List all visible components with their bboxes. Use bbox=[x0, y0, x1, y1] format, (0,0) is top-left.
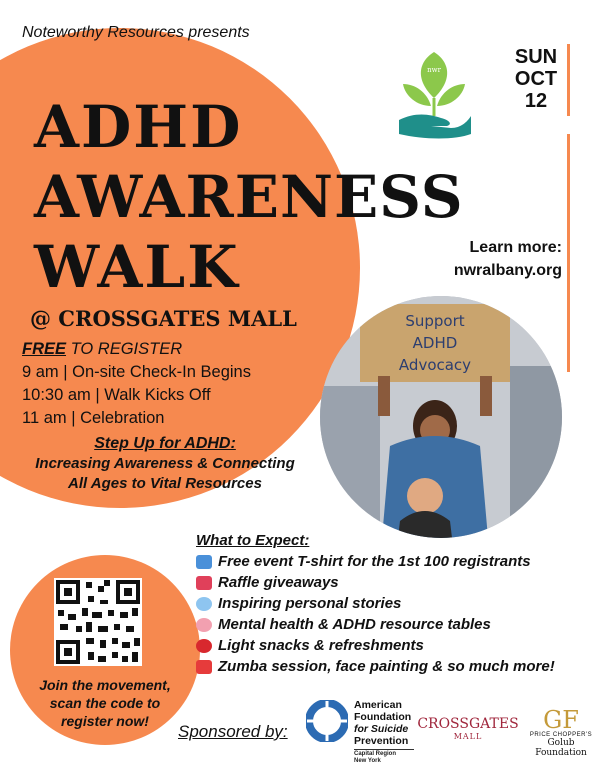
hand-icon bbox=[399, 115, 471, 139]
accent-bar-side bbox=[567, 134, 570, 372]
afsp-line: Prevention bbox=[354, 735, 409, 747]
list-item-text: Mental health & ADHD resource tables bbox=[218, 616, 491, 633]
qr-code[interactable] bbox=[54, 578, 142, 666]
join-line: register now! bbox=[61, 713, 149, 729]
afsp-line: for Suicide bbox=[354, 723, 409, 735]
presenter-line: Noteworthy Resources presents bbox=[22, 24, 250, 41]
afsp-sub-line: New York bbox=[354, 758, 381, 764]
learn-more-url[interactable]: nwralbany.org bbox=[453, 262, 562, 279]
schedule-item: 11 am | Celebration bbox=[22, 409, 165, 427]
schedule-item: 10:30 am | Walk Kicks Off bbox=[22, 386, 211, 404]
afsp-line: Foundation bbox=[354, 711, 412, 723]
golub-sub-2: Golub Foundation bbox=[535, 738, 587, 758]
sign-line-2: ADHD bbox=[412, 334, 458, 352]
date-month: OCT bbox=[514, 68, 558, 90]
crossgates-sub: MALL bbox=[453, 732, 483, 741]
list-item-text: Raffle giveaways bbox=[218, 574, 339, 591]
join-cta bbox=[14, 676, 196, 730]
step-up-line: All Ages to Vital Resources bbox=[68, 475, 262, 492]
crossgates-logo bbox=[415, 716, 521, 741]
advocacy-photo bbox=[320, 296, 562, 538]
schedule bbox=[22, 338, 251, 430]
afsp-lifering-icon bbox=[306, 700, 348, 742]
schedule-item: 9 am | On-site Check-In Begins bbox=[22, 363, 251, 381]
learn-more bbox=[418, 236, 562, 282]
afsp-chapter bbox=[354, 749, 414, 765]
list-item-text: Free event T-shirt for the 1st 100 registrants bbox=[218, 553, 531, 570]
nwr-logo bbox=[395, 50, 473, 140]
list-item bbox=[196, 551, 555, 572]
sponsored-by-label: Sponsored by: bbox=[178, 722, 288, 741]
date-day: SUN bbox=[514, 46, 558, 68]
apple-icon bbox=[196, 639, 212, 653]
photo-illustration bbox=[320, 296, 562, 538]
list-item bbox=[196, 656, 555, 677]
learn-more-label: Learn more: bbox=[469, 239, 562, 256]
golub-monogram: GF bbox=[543, 706, 579, 734]
event-date bbox=[510, 46, 562, 112]
leaf-top-icon bbox=[421, 52, 447, 98]
venue: @ CROSSGATES MALL bbox=[30, 306, 297, 331]
speech-bubble-icon bbox=[196, 597, 212, 611]
sign-line-3: Advocacy bbox=[398, 356, 472, 374]
golub-foundation-logo bbox=[526, 708, 596, 758]
afsp-sub-line: Capital Region bbox=[354, 751, 397, 757]
tshirt-icon bbox=[196, 555, 212, 569]
list-item-text: Zumba session, face painting & so much more! bbox=[218, 658, 555, 675]
step-up-line: Increasing Awareness & Connecting bbox=[35, 455, 295, 472]
list-item bbox=[196, 635, 555, 656]
free-rest: TO REGISTER bbox=[66, 340, 183, 358]
golub-sub-1: PRICE CHOPPER'S bbox=[529, 732, 593, 738]
step-up-block bbox=[0, 434, 330, 494]
list-item-text: Light snacks & refreshments bbox=[218, 637, 424, 654]
logo-initials: nwr bbox=[427, 66, 441, 74]
step-up-heading: Step Up for ADHD: bbox=[94, 435, 236, 452]
join-line: Join the movement, bbox=[39, 677, 171, 693]
list-item bbox=[196, 593, 555, 614]
list-item bbox=[196, 572, 555, 593]
title-line-2: AWARENESS bbox=[34, 163, 464, 231]
what-to-expect bbox=[196, 530, 555, 677]
join-line: scan the code to bbox=[49, 695, 161, 711]
sign-line-1: Support bbox=[405, 312, 465, 330]
free-label: FREE bbox=[22, 340, 67, 358]
accent-bar-top bbox=[567, 44, 570, 116]
list-item-text: Inspiring personal stories bbox=[218, 595, 402, 612]
crossgates-name: CROSSGATES bbox=[417, 716, 519, 732]
ticket-icon bbox=[196, 576, 212, 590]
afsp-line: American bbox=[354, 699, 402, 711]
dancer-icon bbox=[196, 660, 212, 674]
brain-icon bbox=[196, 618, 212, 632]
title-line-1: ADHD bbox=[34, 93, 243, 161]
title-line-3: WALK bbox=[34, 233, 240, 301]
list-item bbox=[196, 614, 555, 635]
date-number: 12 bbox=[524, 90, 548, 112]
expect-heading: What to Expect: bbox=[196, 532, 310, 549]
